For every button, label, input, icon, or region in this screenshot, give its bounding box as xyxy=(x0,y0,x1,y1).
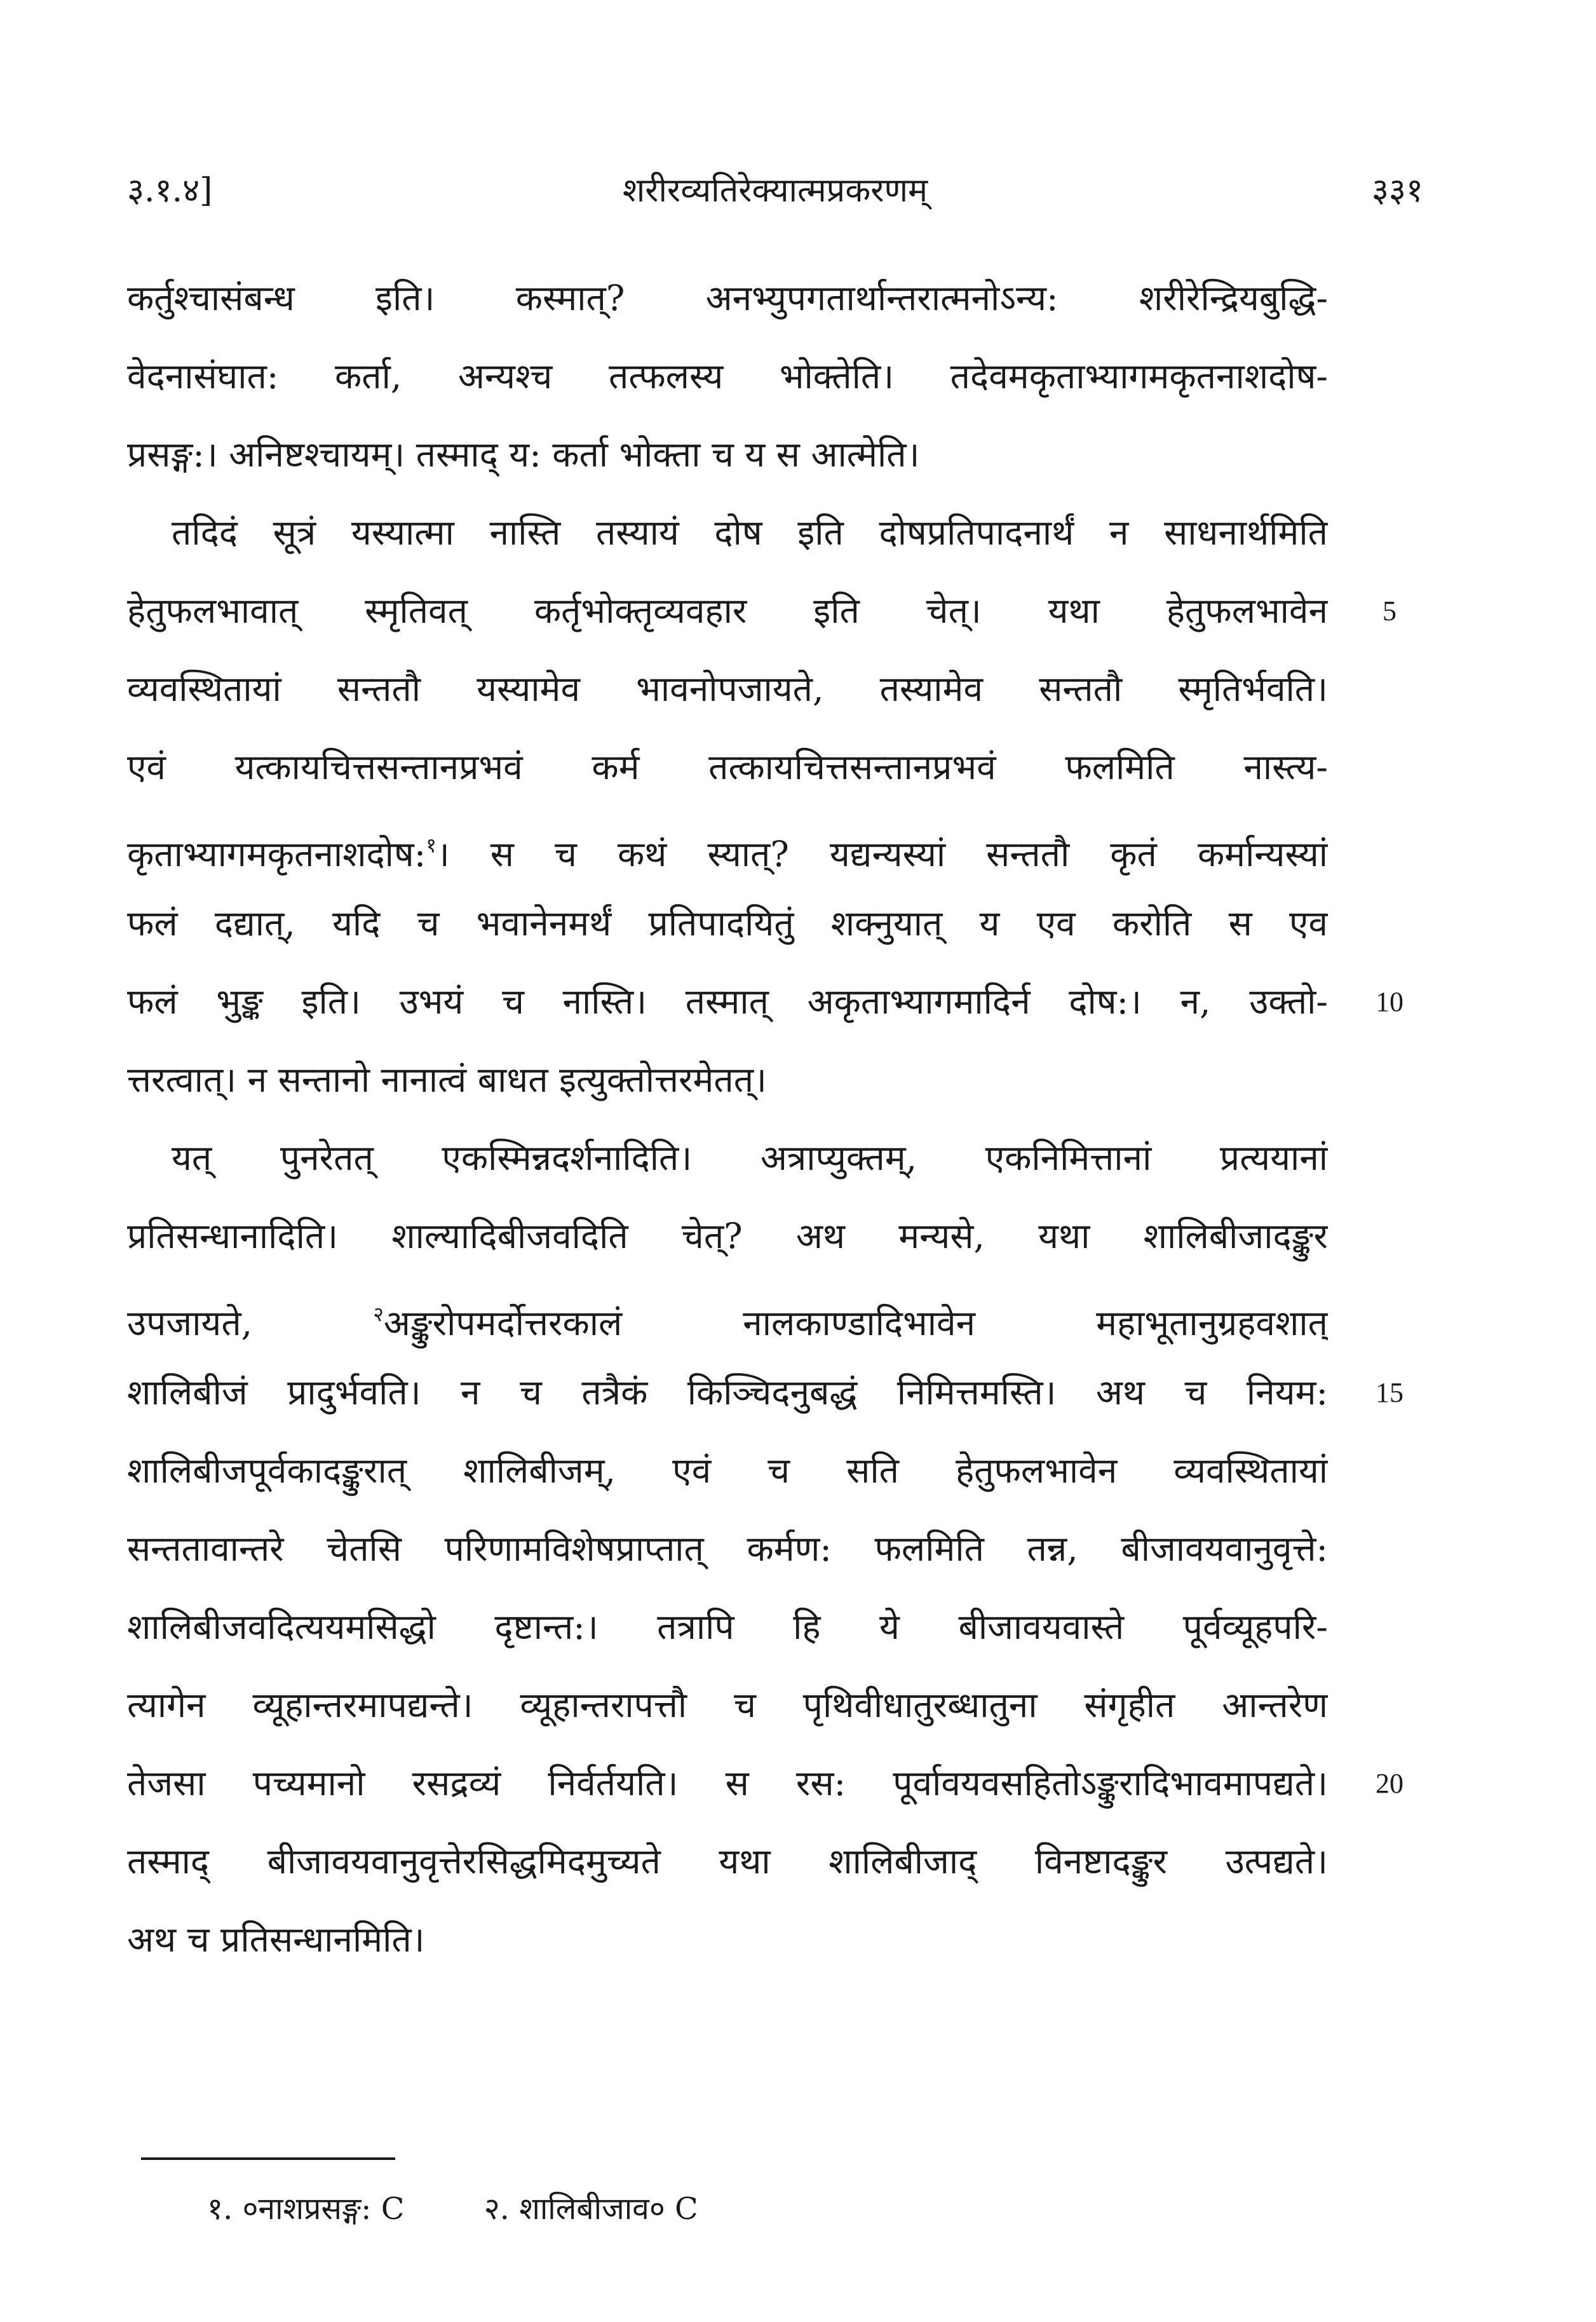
text-segment: उपजायते, xyxy=(127,1303,253,1343)
text-line: प्रसङ्ग:। अनिष्टश्चायम्। तस्माद् य: कर्ता भोक्ता च य स आत्मेति। xyxy=(127,434,920,475)
page-number: ३३१ xyxy=(1371,172,1423,210)
footnote-2: २. शालिबीजाव० C xyxy=(484,2191,698,2227)
text-line: वेदनासंघात: कर्ता, अन्यश्च तत्फलस्य भोक्तेति। तदेवमकृताभ्यागमकृतनाशदोष- xyxy=(127,356,1328,397)
text-line: सन्ततावान्तरे चेतसि परिणामविशेषप्राप्तात् कर्मण: फलमिति तन्न, बीजावयवानुवृत्ते: xyxy=(127,1528,1328,1569)
text-line: तेजसा पच्यमानो रसद्रव्यं निर्वर्तयति। स रस: पूर्वावयवसहितोऽङ्कुरादिभावमापद्यते। xyxy=(127,1763,1328,1803)
text-segment: कृताभ्यागमकृतनाशदोष: xyxy=(127,834,426,874)
text-line: शालिबीजं प्रादुर्भवति। न च तत्रैकं किञ्चिदनुबद्धं निमित्तमस्ति। अथ च नियम: xyxy=(127,1372,1328,1413)
text-line: व्यवस्थितायां सन्ततौ यस्यामेव भावनोपजायते, तस्यामेव सन्ततौ स्मृतिर्भवति। xyxy=(127,669,1328,709)
page-title: शरीरव्यतिरेक्यात्मप्रकरणम् xyxy=(622,172,928,210)
text-line-with-footnote xyxy=(127,806,1328,885)
text-line: तस्माद् बीजावयवानुवृत्तेरसिद्धमिदमुच्यते यथा शालिबीजाद् विनष्टादङ्कुर उत्पद्यते। xyxy=(127,1841,1328,1882)
text-line: शालिबीजपूर्वकादङ्कुरात् शालिबीजम्, एवं च सति हेतुफलभावेन व्यवस्थितायां xyxy=(127,1450,1328,1491)
text-line: तदिदं सूत्रं यस्यात्मा नास्ति तस्यायं दोष इति दोषप्रतिपादनार्थं न साधनार्थमिति xyxy=(172,512,1328,553)
text-line: यत् पुनरेतत् एकस्मिन्नदर्शनादिति। अत्राप्युक्तम्, एकनिमित्तानां प्रत्ययानां xyxy=(172,1137,1328,1178)
text-line: एवं यत्कायचित्तसन्तानप्रभवं कर्म तत्कायचित्तसन्तानप्रभवं फलमिति नास्त्य- xyxy=(127,747,1328,787)
line-number-5: 5 xyxy=(1383,595,1396,627)
line-number-15: 15 xyxy=(1376,1377,1403,1408)
text-line-with-footnote xyxy=(127,1275,1328,1354)
footnotes xyxy=(207,2183,768,2234)
section-reference: ३.१.४] xyxy=(127,172,213,210)
text-segment: अङ्कुरोपमर्दोत्तरकालं नालकाण्डादिभावेन महाभूतानुग्रहवशात् xyxy=(383,1303,1328,1343)
footnote-divider xyxy=(141,2157,395,2160)
text-line: कर्तुश्चासंबन्ध इति। कस्मात्? अनभ्युपगतार्थान्तरात्मनोऽन्य: शरीरेन्द्रियबुद्धि- xyxy=(127,278,1328,318)
text-segment: । स च कथं स्यात्? यद्यन्यस्यां सन्ततौ कृतं कर्मान्यस्यां xyxy=(436,834,1328,874)
body-text xyxy=(127,259,1328,1979)
text-line: फलं दद्यात्, यदि च भवानेनमर्थं प्रतिपादयितुं शक्नुयात् य एव करोति स एव xyxy=(127,903,1328,944)
text-line: अथ च प्रतिसन्धानमिति। xyxy=(127,1919,425,1960)
text-line: हेतुफलभावात् स्मृतिवत् कर्तृभोक्तृव्यवहार इति चेत्। यथा हेतुफलभावेन xyxy=(127,590,1328,631)
line-number-10: 10 xyxy=(1376,986,1403,1017)
text-line: त्यागेन व्यूहान्तरमापद्यन्ते। व्यूहान्तरापत्तौ च पृथिवीधातुरब्धातुना संगृहीत आन्तरेण xyxy=(127,1685,1328,1725)
line-number-20: 20 xyxy=(1376,1768,1403,1799)
text-line: त्तरत्वात्। न सन्तानो नानात्वं बाधत इत्युक्तोत्तरमेतत्। xyxy=(127,1059,767,1100)
footnote-marker-2: २ xyxy=(373,1302,384,1326)
footnote-1: १. ०नाशप्रसङ्ग: C xyxy=(207,2191,405,2227)
text-line: फलं भुङ्क इति। उभयं च नास्ति। तस्मात् अकृताभ्यागमादिर्न दोष:। न, उक्तो- xyxy=(127,981,1328,1022)
text-line: शालिबीजवदित्ययमसिद्धो दृष्टान्त:। तत्रापि हि ये बीजावयवास्ते पूर्वव्यूहपरि- xyxy=(127,1606,1328,1647)
text-line: प्रतिसन्धानादिति। शाल्यादिबीजवदिति चेत्? अथ मन्यसे, यथा शालिबीजादङ्कुर xyxy=(127,1216,1328,1256)
footnote-marker-1: १ xyxy=(426,833,436,857)
running-header xyxy=(127,166,1423,224)
